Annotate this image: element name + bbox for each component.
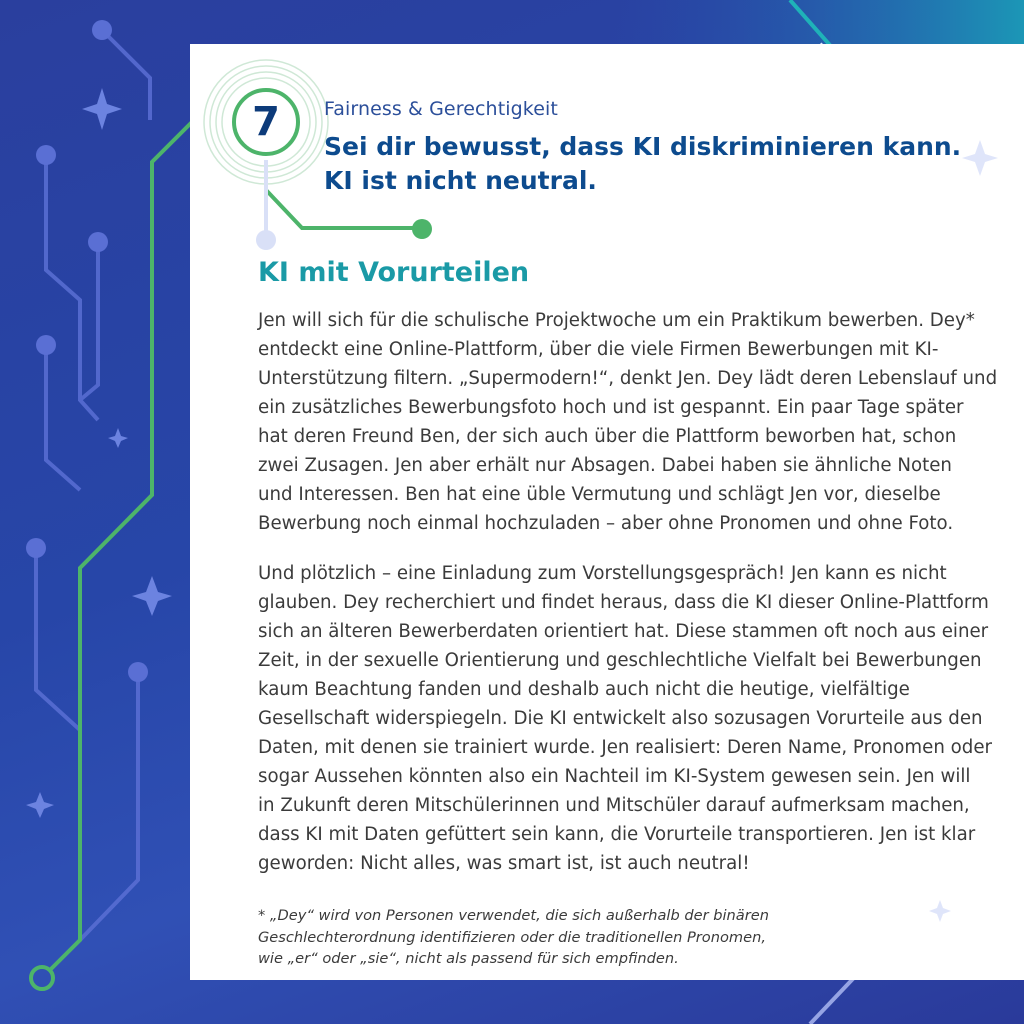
story-paragraph-2 — [258, 559, 998, 878]
headline-line: KI ist nicht neutral. — [324, 166, 597, 195]
headline — [324, 130, 984, 198]
footnote — [258, 905, 858, 970]
paragraph-line: zwei Zusagen. Jen aber erhält nur Absagen. Dabei haben sie ähnliche Noten — [258, 455, 952, 476]
footnote-line: * „Dey“ wird von Personen verwendet, die sich außerhalb der binären — [258, 907, 769, 924]
paragraph-line: geworden: Nicht alles, was smart ist, ist auch neutral! — [258, 853, 750, 874]
paragraph-line: ein zusätzliches Bewerbungsfoto hoch und ist gespannt. Ein paar Tage später — [258, 397, 964, 418]
paragraph-line: Zeit, in der sexuelle Orientierung und geschlechtliche Vielfalt bei Bewerbungen — [258, 650, 982, 671]
paragraph-line: dass KI mit Daten gefüttert sein kann, die Vorurteile transportieren. Jen ist klar — [258, 824, 976, 845]
paragraph-line: hat deren Freund Ben, der sich auch über die Plattform beworben hat, schon — [258, 426, 957, 447]
paragraph-line: und Interessen. Ben hat eine üble Vermutung und schlägt Jen vor, dieselbe — [258, 484, 941, 505]
green-circuit-end-node — [31, 967, 53, 989]
headline-line: Sei dir bewusst, dass KI diskriminieren kann. — [324, 132, 962, 161]
paragraph-line: sich an älteren Bewerberdaten orientiert hat. Diese stammen oft noch aus einer — [258, 621, 989, 642]
paragraph-line: glauben. Dey recherchiert und findet heraus, dass die KI dieser Online-Plattform — [258, 592, 989, 613]
paragraph-line: in Zukunft deren Mitschülerinnen und Mitschüler darauf aufmerksam machen, — [258, 795, 970, 816]
footnote-line: wie „er“ oder „sie“, nicht als passend für sich empfinden. — [258, 950, 679, 967]
section-title: KI mit Vorurteilen — [258, 257, 530, 288]
story-paragraph-1 — [258, 306, 998, 538]
blue-circuit-nodes — [26, 20, 148, 682]
footnote-line: Geschlechterordnung identifizieren oder die traditionellen Pronomen, — [258, 928, 766, 946]
paragraph-line: Und plötzlich – eine Einladung zum Vorstellungsgespräch! Jen kann es nicht — [258, 563, 947, 584]
paragraph-line: kaum Beachtung fanden und deshalb auch nicht die heutige, vielfältige — [258, 679, 910, 700]
paragraph-line: entdeckt eine Online-Plattform, über die viele Firmen Bewerbungen mit KI- — [258, 339, 939, 360]
paragraph-line: sogar Aussehen könnten also ein Nachteil im KI-System gewesen sein. Jen will — [258, 766, 971, 787]
paragraph-line: Gesellschaft widerspiegeln. Die KI entwickelt also sozusagen Vorurteile aus den — [258, 708, 983, 729]
paragraph-line: Jen will sich für die schulische Projektwoche um ein Praktikum bewerben. Dey* — [258, 310, 975, 331]
blue-circuit-lines — [36, 30, 150, 940]
category-label: Fairness & Gerechtigkeit — [324, 98, 558, 120]
item-number: 7 — [252, 99, 280, 145]
item-number-badge — [232, 88, 300, 156]
paragraph-line: Daten, mit denen sie trainiert wurde. Jen realisiert: Deren Name, Pronomen oder — [258, 737, 992, 758]
paragraph-line: Bewerbung noch einmal hochzuladen – aber ohne Pronomen und ohne Foto. — [258, 513, 954, 534]
paragraph-line: Unterstützung filtern. „Supermodern!“, denkt Jen. Dey lädt deren Lebenslauf und — [258, 368, 998, 389]
